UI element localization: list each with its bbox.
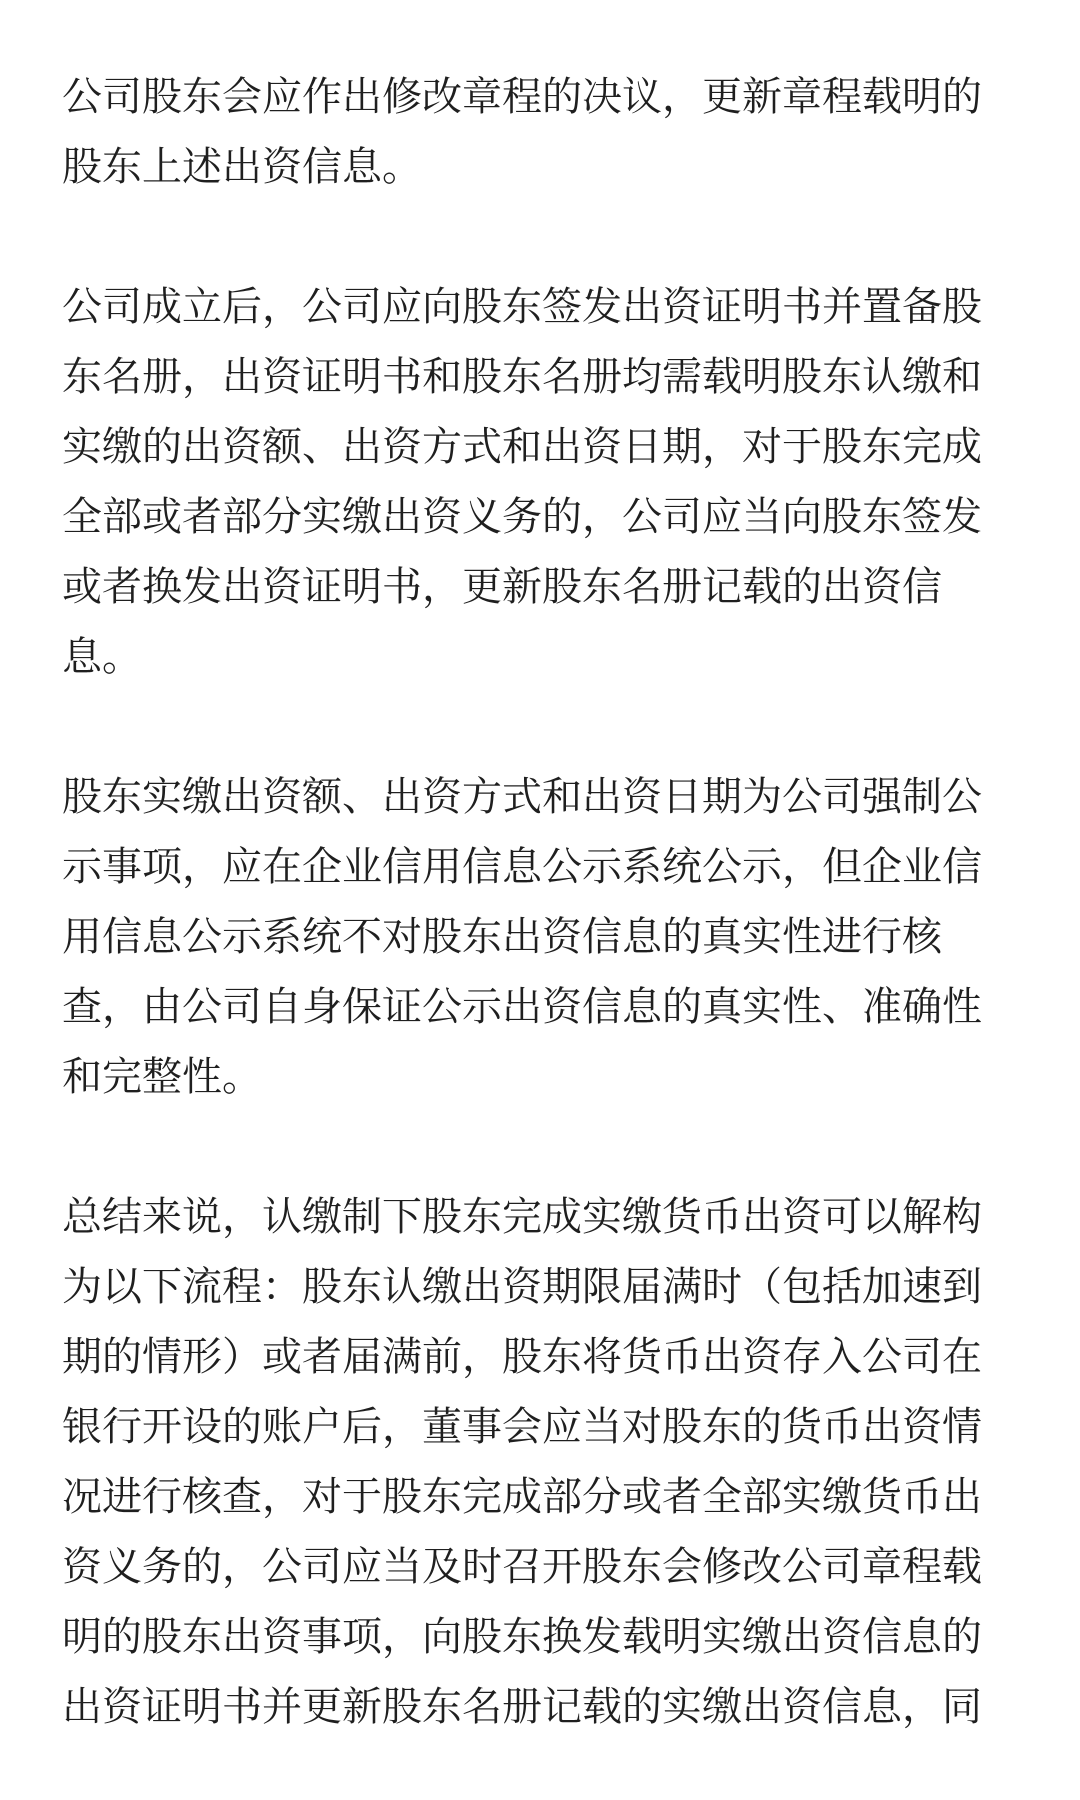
paragraph-capital-certificate xyxy=(62,272,1018,692)
text-line: 出资证明书并更新股东名册记载的实缴出资信息，同 xyxy=(62,1684,982,1730)
text-line: 资义务的，公司应当及时召开股东会修改公司章程载 xyxy=(62,1544,982,1590)
text-line: 用信息公示系统不对股东出资信息的真实性进行核 xyxy=(62,914,942,960)
text-line: 为以下流程：股东认缴出资期限届满时（包括加速到 xyxy=(62,1264,982,1310)
text-line: 股东实缴出资额、出资方式和出资日期为公司强制公 xyxy=(62,774,982,820)
text-line: 公司股东会应作出修改章程的决议，更新章程载明的 xyxy=(62,74,982,120)
text-line: 示事项，应在企业信用信息公示系统公示，但企业信 xyxy=(62,844,982,890)
text-line: 实缴的出资额、出资方式和出资日期，对于股东完成 xyxy=(62,424,982,470)
paragraph-summary-process xyxy=(62,1182,1018,1742)
text-line: 公司成立后，公司应向股东签发出资证明书并置备股 xyxy=(62,284,982,330)
text-line: 期的情形）或者届满前，股东将货币出资存入公司在 xyxy=(62,1334,982,1380)
text-line: 股东上述出资信息。 xyxy=(62,144,422,190)
text-line: 或者换发出资证明书，更新股东名册记载的出资信 xyxy=(62,564,942,610)
paragraph-public-disclosure xyxy=(62,762,1018,1112)
text-line: 总结来说，认缴制下股东完成实缴货币出资可以解构 xyxy=(62,1194,982,1240)
article-body xyxy=(62,62,1018,1742)
paragraph-articles-amendment xyxy=(62,62,1018,202)
text-line: 息。 xyxy=(62,634,142,680)
text-line: 东名册，出资证明书和股东名册均需载明股东认缴和 xyxy=(62,354,982,400)
text-line: 况进行核查，对于股东完成部分或者全部实缴货币出 xyxy=(62,1474,982,1520)
text-line: 查，由公司自身保证公示出资信息的真实性、准确性 xyxy=(62,984,982,1030)
text-line: 银行开设的账户后，董事会应当对股东的货币出资情 xyxy=(62,1404,982,1450)
text-line: 全部或者部分实缴出资义务的，公司应当向股东签发 xyxy=(62,494,982,540)
text-line: 明的股东出资事项，向股东换发载明实缴出资信息的 xyxy=(62,1614,982,1660)
text-line: 和完整性。 xyxy=(62,1054,262,1100)
